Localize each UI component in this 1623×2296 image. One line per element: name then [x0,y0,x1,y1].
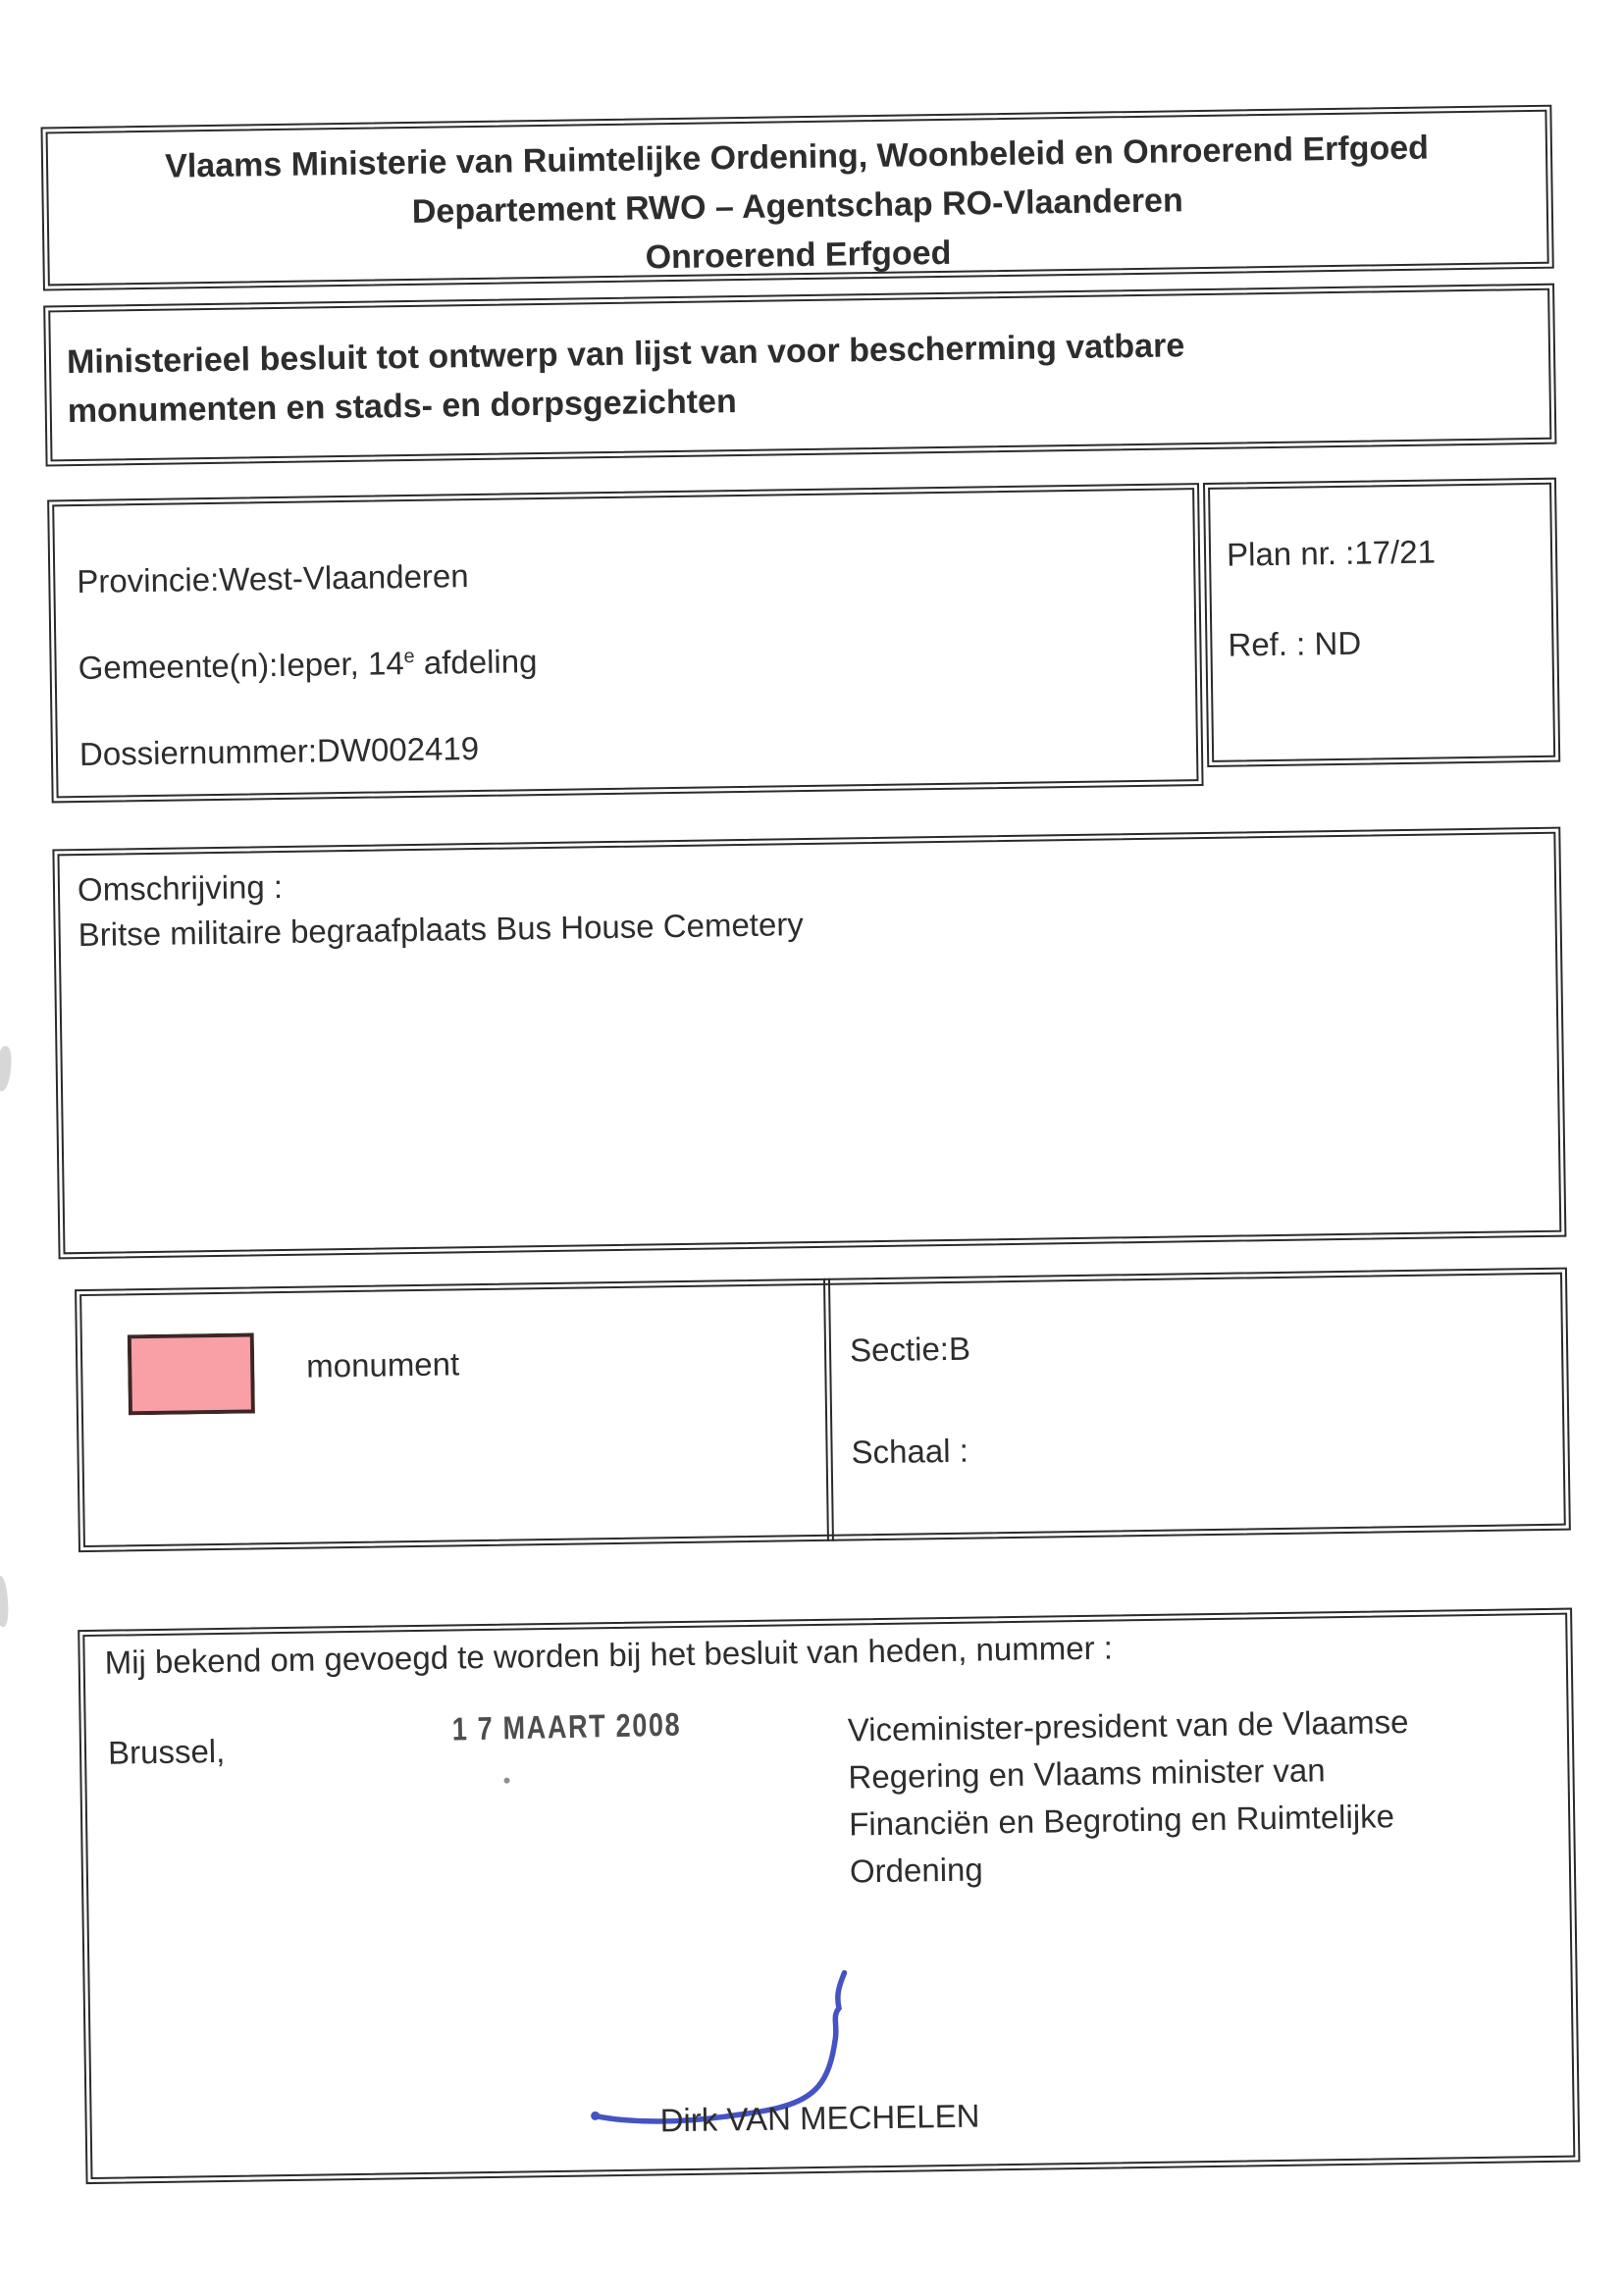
omschrijving-label: Omschrijving : [77,867,284,909]
plan-nr-field: Plan nr. :17/21 [1226,533,1437,573]
signer-name: Dirk VAN MECHELEN [659,2097,980,2139]
city-field: Brussel, [107,1732,226,1771]
agency-name: Onroerend Erfgoed [645,234,952,277]
legend-box [75,1268,1571,1553]
provincie-field: Provincie:West-Vlaanderen [77,557,469,600]
location-details-box [47,483,1203,803]
stamp-dot [503,1778,509,1784]
monument-color-swatch [128,1332,255,1415]
schaal-field: Schaal : [851,1432,969,1471]
decree-title-line1: Ministerieel besluit tot ontwerp van lijst van voor bescherming vatbare [66,327,1185,382]
omschrijving-box [52,827,1566,1260]
plan-ref-box [1203,478,1560,767]
minister-title-line2: Regering en Vlaams minister van [848,1751,1326,1796]
decree-title-box [43,284,1556,467]
minister-title-line4: Ordening [849,1851,983,1890]
ministry-header-box [40,105,1553,291]
signature-box [78,1608,1580,2185]
monument-label: monument [305,1345,460,1384]
dossiernummer-field: Dossiernummer:DW002419 [79,729,480,773]
gemeente-superscript: e [403,645,415,668]
decree-title-line2: monumenten en stads- en dorpsgezichten [67,383,737,431]
legend-divider [823,1278,834,1541]
gemeente-suffix: afdeling [414,643,538,681]
gemeente-field [78,643,537,687]
minister-title-line3: Financiën en Begroting en Ruimtelijke [848,1798,1395,1843]
ref-field: Ref. : ND [1228,624,1362,663]
gemeente-text: Gemeente(n):Ieper, 14 [78,645,404,687]
closing-statement: Mij bekend om gevoegd te worden bij het besluit van heden, nummer : [104,1629,1114,1681]
department-name: Departement RWO – Agentschap RO-Vlaanderen [411,182,1183,231]
minister-title-block [847,1698,1410,1895]
monument-swatch-rect [130,1334,253,1413]
date-stamp: 1 7 MAART 2008 [451,1705,682,1748]
minister-title-line1: Viceminister-president van de Vlaamse [847,1703,1409,1748]
ministry-name: Vlaams Ministerie van Ruimtelijke Ordening, Woonbeleid en Onroerend Erfgoed [164,129,1430,185]
sectie-field: Sectie:B [849,1330,971,1369]
omschrijving-value: Britse militaire begraafplaats Bus House Cemetery [78,906,805,954]
